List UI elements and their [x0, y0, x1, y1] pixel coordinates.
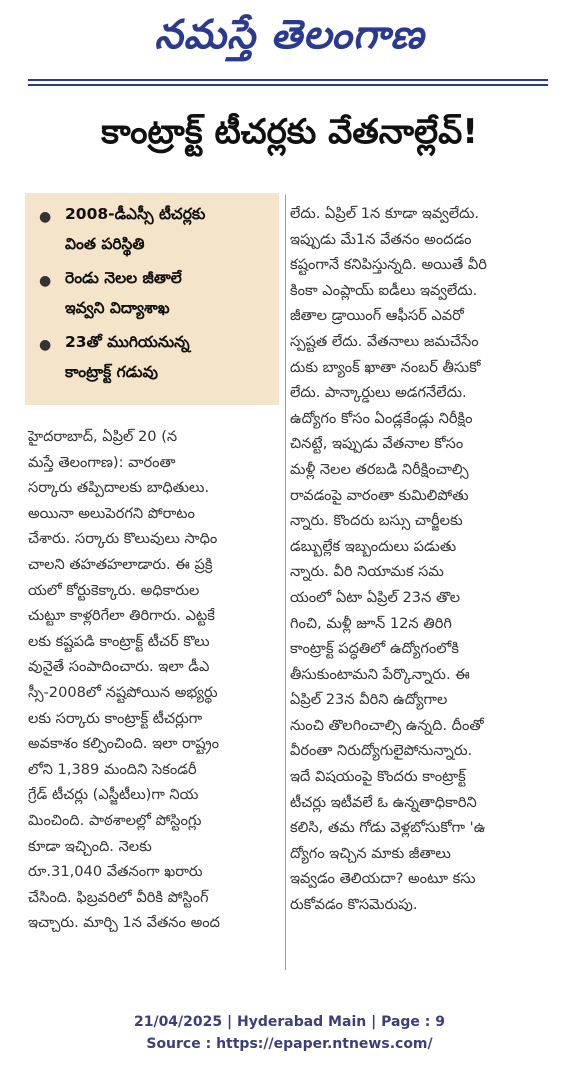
article-text-line: తీసుకుంటామని పేర్కొన్నారు. ఈ	[290, 665, 470, 683]
column-divider	[285, 195, 286, 970]
article-text-line: చాలని తహతహలాడారు. ఈ ప్రక్రి	[28, 555, 213, 573]
article-text-line: ఇప్పుడు మే1న వేతనం అందడం	[290, 230, 472, 248]
article-text-line: అవకాశం కల్పించింది. ఇలా రాష్ట్రం	[28, 735, 219, 753]
article-text-line: హైదరాబాద్, ఏప్రిల్ 20 (న	[28, 428, 178, 445]
article-text-line: డబ్బుల్లేక ఇబ్బందులు పడుతు	[290, 537, 457, 555]
article-text-line: మళ్లీ నెలల తరబడి నిరీక్షించాల్సి	[290, 460, 469, 478]
highlight-line: 23తో ముగియనున్న	[65, 333, 190, 351]
highlight-item	[35, 263, 279, 323]
article-text-line: కష్టంగానే కనిపిస్తున్నది. అయితే వీరి	[290, 256, 487, 274]
article-text-line: గ్రేడ్ టీచర్లు (ఎస్జీటీలు)గా నియ	[28, 786, 199, 804]
article-text-line: మించింది. పాఠశాలల్లో పోస్టింగ్లు	[28, 811, 202, 829]
article-text-line: యలో కోర్టుకెక్కారు. అధికారుల	[28, 581, 200, 599]
article-text-line: రావడంపై వారంతా కుమిలిపోతు	[290, 486, 469, 504]
footer-source-link[interactable]: Source : https://epaper.ntnews.com/	[146, 1036, 433, 1052]
article-text-line: లోని 1,389 మందిని సెకండరీ	[28, 760, 197, 778]
article-text-line: అయినా అలుపెరగని పోరాటం	[28, 504, 195, 522]
article-text-line: లేదు. పాన్కార్డులు అడగనేలేదు.	[290, 384, 467, 402]
article-text-line: వునైతే సంపాదించారు. ఇలా డీఎ	[28, 658, 210, 676]
article-text-line: చుట్టూ కాళ్లరిగేలా తిరిగారు. ఎట్టకే	[28, 607, 215, 625]
article-text-line: ఉద్యోగం కోసం ఏండ్లకేండ్లు నిరీక్షిం	[290, 409, 473, 427]
highlight-line: ఇవ్వని విద్యాశాఖ	[65, 299, 170, 317]
article-text-line: ద్యోగం ఇచ్చిన మాకు జీతాలు	[290, 844, 451, 862]
article-text-line: వీరంతా నిరుద్యోగులైపోనున్నారు.	[290, 742, 473, 760]
article-text-line: చేశారు. సర్కారు కొలువులు సాధిం	[28, 530, 218, 548]
article-text-line: స్సీ-2008లో నష్టపోయిన అభ్యర్థు	[28, 683, 218, 701]
article-text-line: చినట్టే, ఇప్పుడు వేతనాల కోసం	[290, 435, 464, 453]
article-text-line: కింకా ఎంప్లాయ్ ఐడీలు ఇవ్వలేదు.	[290, 281, 478, 299]
article-text-line: నుంచి తొలగించాల్సి ఉన్నది. దీంతో	[290, 716, 484, 734]
article-text-line: యంలో ఏటా ఏప్రిల్ 23న తొల	[290, 588, 461, 606]
article-text-line: టీచర్లు ఇటీవలే ఓ ఉన్నతాధికారిని	[290, 793, 477, 811]
masthead	[0, 0, 579, 78]
masthead-rule-bottom	[28, 84, 548, 86]
highlight-line: 2008-డీఎస్సీ టీచర్లకు	[65, 205, 206, 223]
article-text-line: న్నారు. కొందరు బస్సు చార్జీలకు	[290, 512, 463, 530]
article-text-line: గించి, మళ్లీ జూన్ 12న తిరిగి	[290, 614, 452, 632]
bullet-icon: ●	[39, 209, 52, 225]
article-text-line: లకు సర్కారు కాంట్రాక్ట్ టీచర్లుగా	[28, 709, 203, 727]
article-text-line: జీతాల డ్రాయింగ్ ఆఫీసర్ ఎవరో	[290, 307, 464, 325]
article-headline: కాంట్రాక్ట్ టీచర్లకు వేతనాల్లేవ్!	[101, 112, 478, 152]
article-text-line: కూడా ఇచ్చింది. నెలకు	[28, 837, 152, 855]
article-text-line: రూ.31,040 వేతనంగా ఖరారు	[28, 863, 203, 881]
article-text-line: దుకు బ్యాంక్ ఖాతా నంబర్ తీసుకో	[290, 358, 481, 376]
article-text-line: ఇదే విషయంపై కొందరు కాంట్రాక్ట్	[290, 768, 466, 786]
article-text-line: కాంట్రాక్ట్ పద్ధతిలో ఉద్యోగంలోకి	[290, 640, 459, 658]
article-text-line: చేసింది. ఫిబ్రవరిలో వీరికి పోస్టింగ్	[28, 888, 209, 906]
article-text-line: సర్కారు తప్పిదాలకు బాధితులు.	[28, 479, 210, 497]
bullet-icon: ●	[39, 337, 52, 353]
highlights-box	[25, 193, 279, 405]
article-text-line: కలిసి, తమ గోడు వెళ్లబోసుకోగా 'ఉ	[290, 819, 486, 837]
footer-date-page: 21/04/2025 | Hyderabad Main | Page : 9	[133, 1014, 446, 1030]
article-column-right	[290, 201, 552, 918]
highlight-line: రెండు నెలల జీతాలే	[65, 269, 182, 287]
article-text-line: రుకోవడం కొసమెరుపు.	[290, 896, 418, 914]
article-text-line: ఇచ్చారు. మార్చి 1న వేతనం అంద	[28, 914, 220, 932]
article-column-left	[28, 424, 280, 936]
article-text-line: మస్తే తెలంగాణ): వారంతా	[28, 453, 176, 471]
highlight-item	[35, 327, 279, 387]
highlight-line: కాంట్రాక్ట్ గడువు	[65, 363, 159, 381]
masthead-rule-top	[28, 79, 548, 81]
newspaper-title: నమస్తే తెలంగాణ	[154, 10, 425, 58]
article-text-line: న్నారు. వీరి నియామక సమ	[290, 563, 444, 581]
highlight-item	[35, 199, 279, 259]
article-text-line: ఇవ్వడం తెలియదా? అంటూ కసు	[290, 870, 476, 888]
article-text-line: స్పష్టత లేదు. వేతనాలు జమచేసేం	[290, 332, 479, 350]
article-text-line: లకు కష్టపడి కాంట్రాక్ట్ టీచర్ కొలు	[28, 632, 210, 650]
highlights-list	[25, 193, 279, 387]
bullet-icon: ●	[39, 273, 52, 289]
article-text-line: లేదు. ఏప్రిల్ 1న కూడా ఇవ్వలేదు.	[290, 205, 480, 222]
article-text-line: ఏప్రిల్ 23న వీరిని ఉద్యోగాల	[290, 691, 448, 709]
highlight-line: వింత పరిస్థితి	[65, 235, 145, 253]
